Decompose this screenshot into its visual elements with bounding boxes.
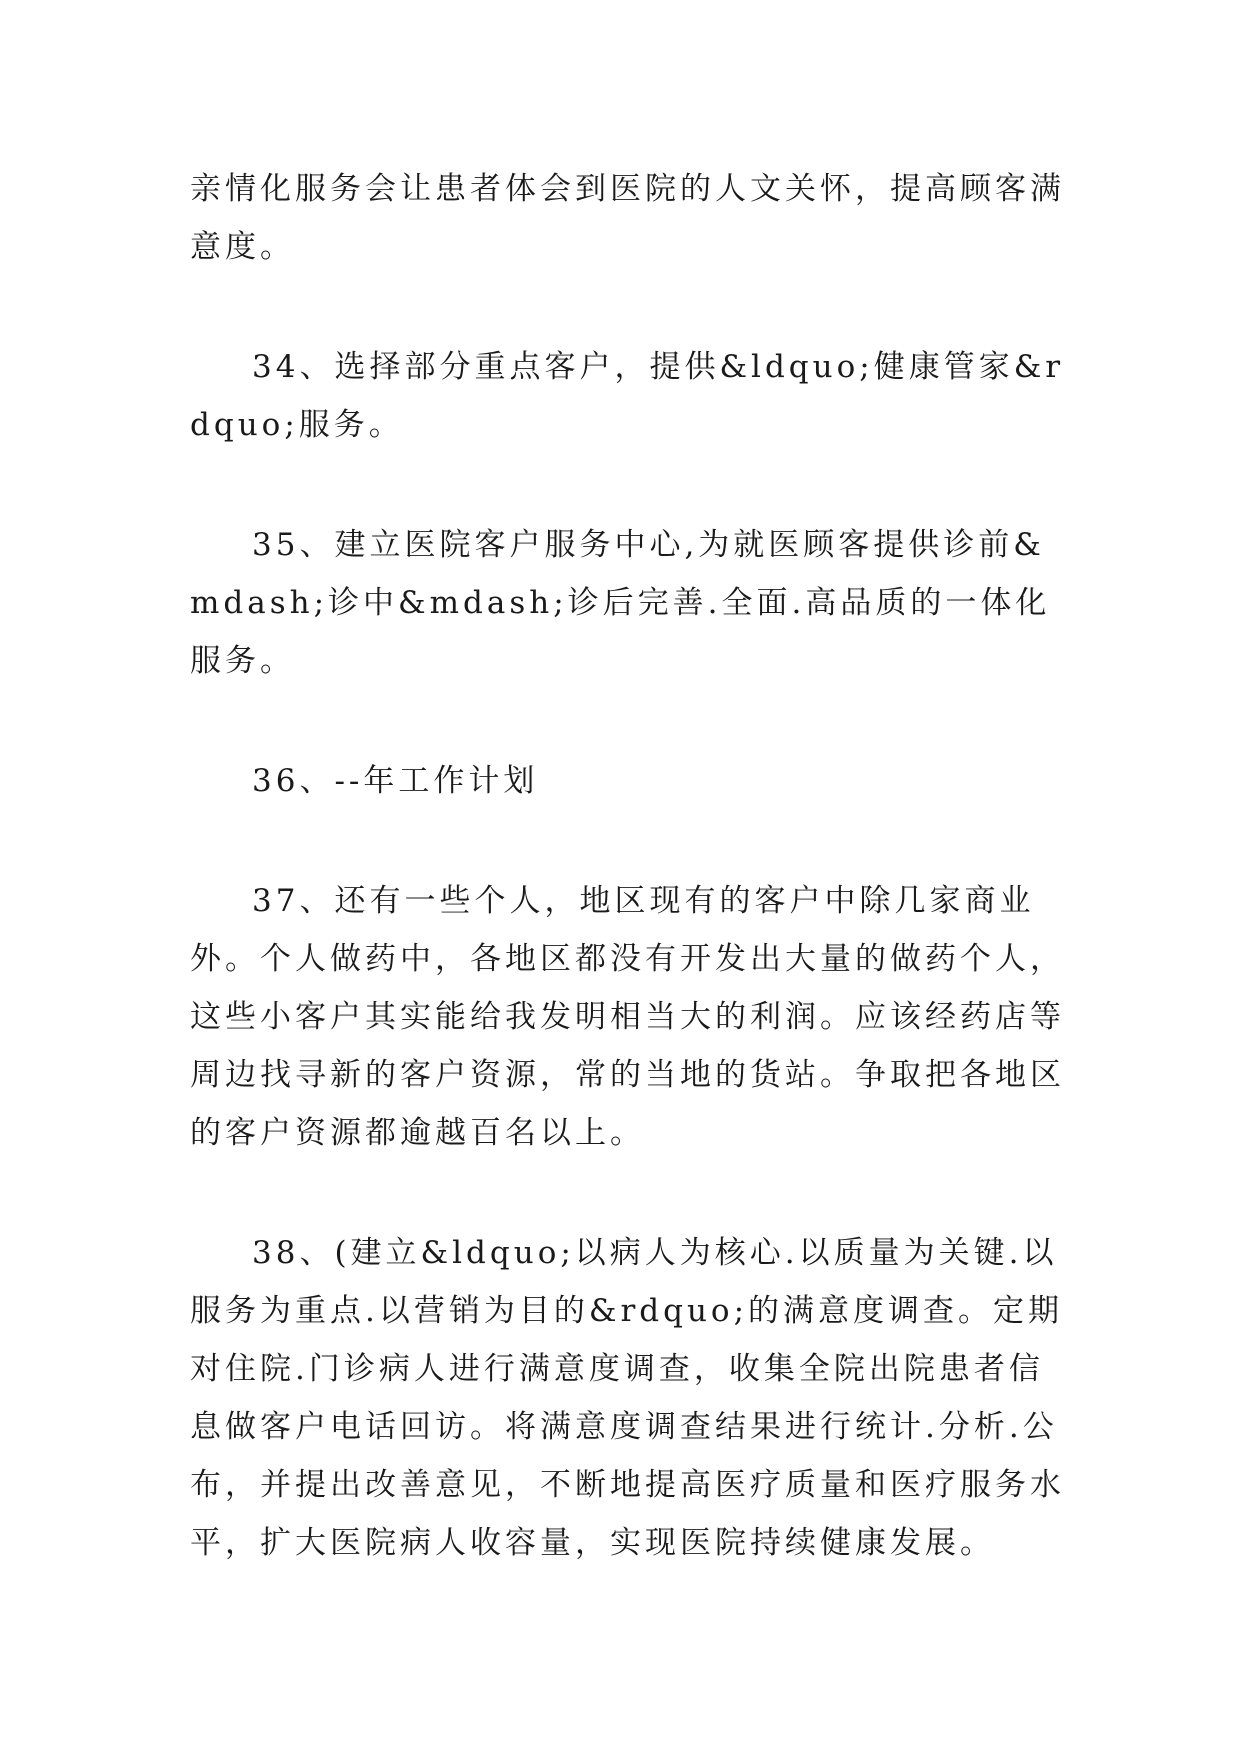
paragraph-continuation: 亲情化服务会让患者体会到医院的人文关怀，提高顾客满意度。 — [190, 171, 1065, 265]
paragraph-item-35: 35、建立医院客户服务中心,为就医顾客提供诊前&mdash;诊中&mdash;诊后完善.全面.高品质的一体化服务。 — [190, 527, 1051, 679]
paragraph-item-37: 37、还有一些个人，地区现有的客户中除几家商业外。个人做药中，各地区都没有开发出大量的做药个人，这些小客户其实能给我发明相当大的利润。应该经药店等周边找寻新的客户资源，常的当地的货站。争取把各地区的客户资源都逾越百名以上。 — [190, 883, 1065, 1151]
paragraph-item-38: 38、(建立&ldquo;以病人为核心.以质量为关键.以服务为重点.以营销为目的&rdquo;的满意度调查。定期对住院.门诊病人进行满意度调查，收集全院出院患者信息做客户电话回访。将满意度调查结果进行统计.分析.公布，并提出改善意见，不断地提高医疗质量和医疗服务水平，扩大医院病人收容量，实现医院持续健康发展。 — [190, 1235, 1065, 1561]
paragraph-item-34: 34、选择部分重点客户，提供&ldquo;健康管家&rdquo;服务。 — [190, 349, 1065, 443]
document-body — [190, 160, 1070, 1634]
paragraph-item-36: 36、--年工作计划 — [252, 763, 539, 799]
